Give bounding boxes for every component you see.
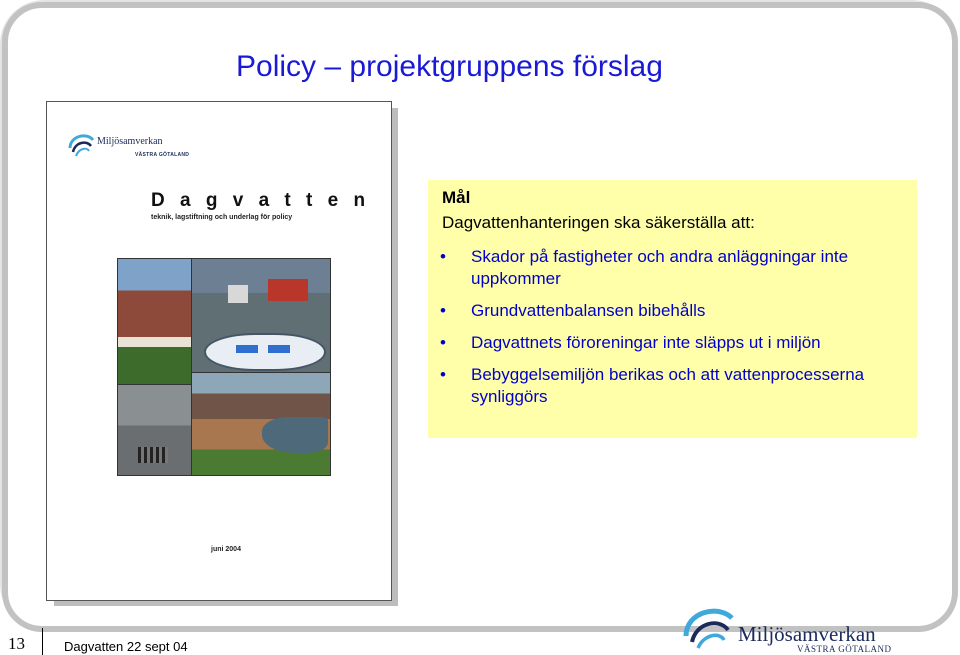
footer-logo xyxy=(680,600,900,655)
footer-divider xyxy=(42,628,43,655)
bullet-icon: • xyxy=(440,365,446,384)
logo-swirl-icon xyxy=(680,602,740,652)
bullet-icon: • xyxy=(440,333,446,352)
logo-swirl-icon xyxy=(67,130,97,160)
footer-logo-region: VÄSTRA GÖTALAND xyxy=(797,644,892,654)
cover-title: D a g v a t t e n xyxy=(151,190,371,211)
goal-item xyxy=(428,332,917,354)
goal-item xyxy=(428,300,917,322)
car-shape xyxy=(228,285,248,303)
cover-subtitle: teknik, lagstiftning och underlag för policy xyxy=(151,214,293,221)
flood-photo xyxy=(191,258,331,374)
drain-grate-shape xyxy=(138,447,168,463)
cover-logo-region: VÄSTRA GÖTALAND xyxy=(135,152,190,158)
report-cover xyxy=(46,101,392,601)
goal-list xyxy=(428,246,917,418)
goal-box xyxy=(428,180,917,438)
cover-date: juni 2004 xyxy=(211,546,241,553)
house-photo xyxy=(117,258,193,386)
fire-truck-shape xyxy=(268,279,308,301)
slide-title: Policy – projektgruppens förslag xyxy=(236,50,663,83)
bullet-icon: • xyxy=(440,247,446,266)
pond-shape xyxy=(262,417,328,453)
boat-shape xyxy=(204,333,326,371)
footer-text: Dagvatten 22 sept 04 xyxy=(64,639,188,654)
goal-item-text: Grundvattenbalansen bibehålls xyxy=(471,301,706,320)
goal-item xyxy=(428,364,917,408)
footer-logo-name: Miljösamverkan xyxy=(738,622,876,646)
goal-item-text: Dagvattnets föroreningar inte släpps ut i miljön xyxy=(471,333,821,352)
goal-heading: Mål xyxy=(442,188,471,207)
page-number: 13 xyxy=(8,634,25,653)
bullet-icon: • xyxy=(440,301,446,320)
storm-drain-photo xyxy=(117,384,193,476)
pond-park-photo xyxy=(191,372,331,476)
goal-intro: Dagvattenhanteringen ska säkerställa att: xyxy=(442,213,755,232)
goal-item-text: Bebyggelsemiljön berikas och att vattenprocesserna synliggörs xyxy=(471,365,865,406)
cover-logo-name: Miljösamverkan xyxy=(97,136,163,147)
cover-logo xyxy=(67,126,207,162)
goal-item-text: Skador på fastigheter och andra anläggningar inte uppkommer xyxy=(471,247,849,288)
goal-item xyxy=(428,246,917,290)
